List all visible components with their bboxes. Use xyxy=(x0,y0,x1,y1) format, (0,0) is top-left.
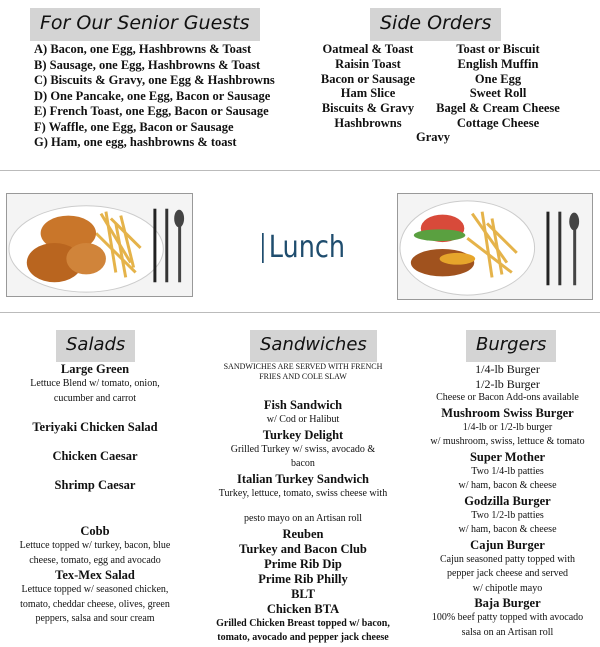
side-item-gravy: Gravy xyxy=(415,130,451,144)
menu-item-desc: Grilled Turkey w/ swiss, avocado & xyxy=(230,443,376,455)
side-item: Ham Slice xyxy=(340,86,396,101)
menu-item-desc: Two 1/2-lb patties xyxy=(471,509,544,521)
side-item: Sweet Roll xyxy=(469,86,527,101)
menu-item-name: Prime Rib Dip xyxy=(264,556,342,571)
menu-item-desc: tomato, avocado and pepper jack cheese xyxy=(217,632,389,643)
senior-item: F) Waffle, one Egg, Bacon or Sausage xyxy=(34,119,234,134)
side-item: English Muffin xyxy=(457,56,539,71)
burgers-column xyxy=(415,362,600,640)
menu-item-name: Italian Turkey Sandwich xyxy=(237,471,369,486)
menu-item-name: Chicken Caesar xyxy=(52,449,138,463)
menu-item-name: Baja Burger xyxy=(474,596,541,610)
menu-item-desc: pesto mayo on an Artisan roll xyxy=(243,513,363,524)
menu-item-name: Teriyaki Chicken Salad xyxy=(32,420,158,434)
menu-item-name: Super Mother xyxy=(469,449,546,464)
senior-menu-list xyxy=(34,42,275,151)
menu-item-desc: cheese, tomato, egg and avocado xyxy=(29,554,161,566)
menu-item-desc: peppers, salsa and sour cream xyxy=(35,613,155,624)
fish-and-chips-photo xyxy=(6,193,193,297)
side-orders-right-column xyxy=(428,42,568,131)
menu-item-desc: bacon xyxy=(291,458,315,469)
menu-item-name: Godzilla Burger xyxy=(464,493,551,508)
menu-item-desc: Lettuce topped w/ seasoned chicken, xyxy=(21,584,169,595)
menu-item-name: 1/2-lb Burger xyxy=(475,376,540,391)
menu-item-desc: 1/4-lb or 1/2-lb burger xyxy=(462,421,553,433)
menu-item-desc: 100% beef patty topped with avocado xyxy=(431,612,584,623)
menu-item-desc: tomato, cheddar cheese, olives, green xyxy=(20,598,170,610)
menu-item-name: BLT xyxy=(291,586,315,601)
menu-item-desc: salsa on an Artisan roll xyxy=(461,626,554,638)
menu-item-name: 1/4-lb Burger xyxy=(475,362,540,376)
menu-item-desc: Cheese or Bacon Add-ons available xyxy=(436,392,579,403)
menu-item-name: Reuben xyxy=(282,526,324,541)
sandwiches-header: Sandwiches xyxy=(250,330,377,362)
side-item: Bagel & Cream Cheese xyxy=(436,101,560,116)
senior-item: E) French Toast, one Egg, Bacon or Sausage xyxy=(34,104,269,118)
senior-item: D) One Pancake, one Egg, Bacon or Sausage xyxy=(34,88,271,103)
section-divider xyxy=(0,170,600,171)
menu-item-desc: Lettuce Blend w/ tomato, onion, xyxy=(30,378,160,389)
side-item: Oatmeal & Toast xyxy=(322,42,414,56)
menu-item-desc: Cajun seasoned patty topped with xyxy=(440,553,575,565)
menu-item-name: Cajun Burger xyxy=(470,537,545,552)
side-orders-header: Side Orders xyxy=(370,8,501,41)
sandwiches-column xyxy=(203,362,403,646)
menu-item-desc: w/ Cod or Halibut xyxy=(266,414,340,425)
burger-image xyxy=(398,194,592,299)
fish-and-chips-image xyxy=(7,194,192,296)
menu-item-desc: w/ mushroom, swiss, lettuce & tomato xyxy=(430,436,585,447)
menu-item-name: Chicken BTA xyxy=(266,601,340,616)
menu-item-name: Turkey Delight xyxy=(262,427,344,442)
menu-item-name: Shrimp Caesar xyxy=(54,478,136,492)
side-item: Hashbrowns xyxy=(334,115,402,130)
side-item: Raisin Toast xyxy=(335,56,401,71)
side-item: Bacon or Sausage xyxy=(320,71,416,86)
menu-item-desc: Grilled Chicken Breast topped w/ bacon, xyxy=(216,617,390,629)
menu-item-name: Prime Rib Philly xyxy=(258,571,348,586)
salads-column xyxy=(0,362,190,627)
side-orders-left-column xyxy=(308,42,428,131)
senior-item: A) Bacon, one Egg, Hashbrowns & Toast xyxy=(34,42,252,56)
burger-photo xyxy=(397,193,593,300)
sandwich-note: FRIES AND COLE SLAW xyxy=(259,372,347,381)
senior-item: C) Biscuits & Gravy, one Egg & Hashbrowns xyxy=(34,73,275,87)
side-item: Biscuits & Gravy xyxy=(321,101,415,116)
menu-item-desc: pepper jack cheese and served xyxy=(446,568,569,579)
senior-item: G) Ham, one egg, hashbrowns & toast xyxy=(34,135,237,149)
senior-item: B) Sausage, one Egg, Hashbrowns & Toast xyxy=(34,57,261,72)
side-item: Cottage Cheese xyxy=(456,115,540,130)
sandwich-note: SANDWICHES ARE SERVED WITH FRENCH xyxy=(223,362,383,371)
menu-item-name: Tex-Mex Salad xyxy=(55,568,135,582)
section-divider xyxy=(0,312,600,313)
menu-item-desc: w/ chipotle mayo xyxy=(472,582,543,594)
side-item: One Egg xyxy=(474,71,522,86)
menu-item-name: Large Green xyxy=(60,362,130,376)
menu-item-name: Turkey and Bacon Club xyxy=(239,541,367,556)
lunch-title: Lunch xyxy=(262,233,345,263)
salads-header: Salads xyxy=(56,330,135,362)
side-item: Toast or Biscuit xyxy=(456,42,540,56)
menu-item-name: Cobb xyxy=(80,524,110,538)
burgers-header: Burgers xyxy=(466,330,556,362)
menu-item-desc: Two 1/4-lb patties xyxy=(471,465,544,477)
menu-item-desc: cucumber and carrot xyxy=(53,392,137,404)
menu-item-desc: Lettuce topped w/ turkey, bacon, blue xyxy=(19,540,171,551)
menu-item-desc: w/ ham, bacon & cheese xyxy=(458,480,557,491)
menu-item-name: Mushroom Swiss Burger xyxy=(441,405,574,420)
menu-item-name: Fish Sandwich xyxy=(263,398,343,412)
senior-guests-header: For Our Senior Guests xyxy=(30,8,260,41)
menu-item-desc: w/ ham, bacon & cheese xyxy=(458,524,557,535)
menu-item-desc: Turkey, lettuce, tomato, swiss cheese with xyxy=(218,487,388,499)
